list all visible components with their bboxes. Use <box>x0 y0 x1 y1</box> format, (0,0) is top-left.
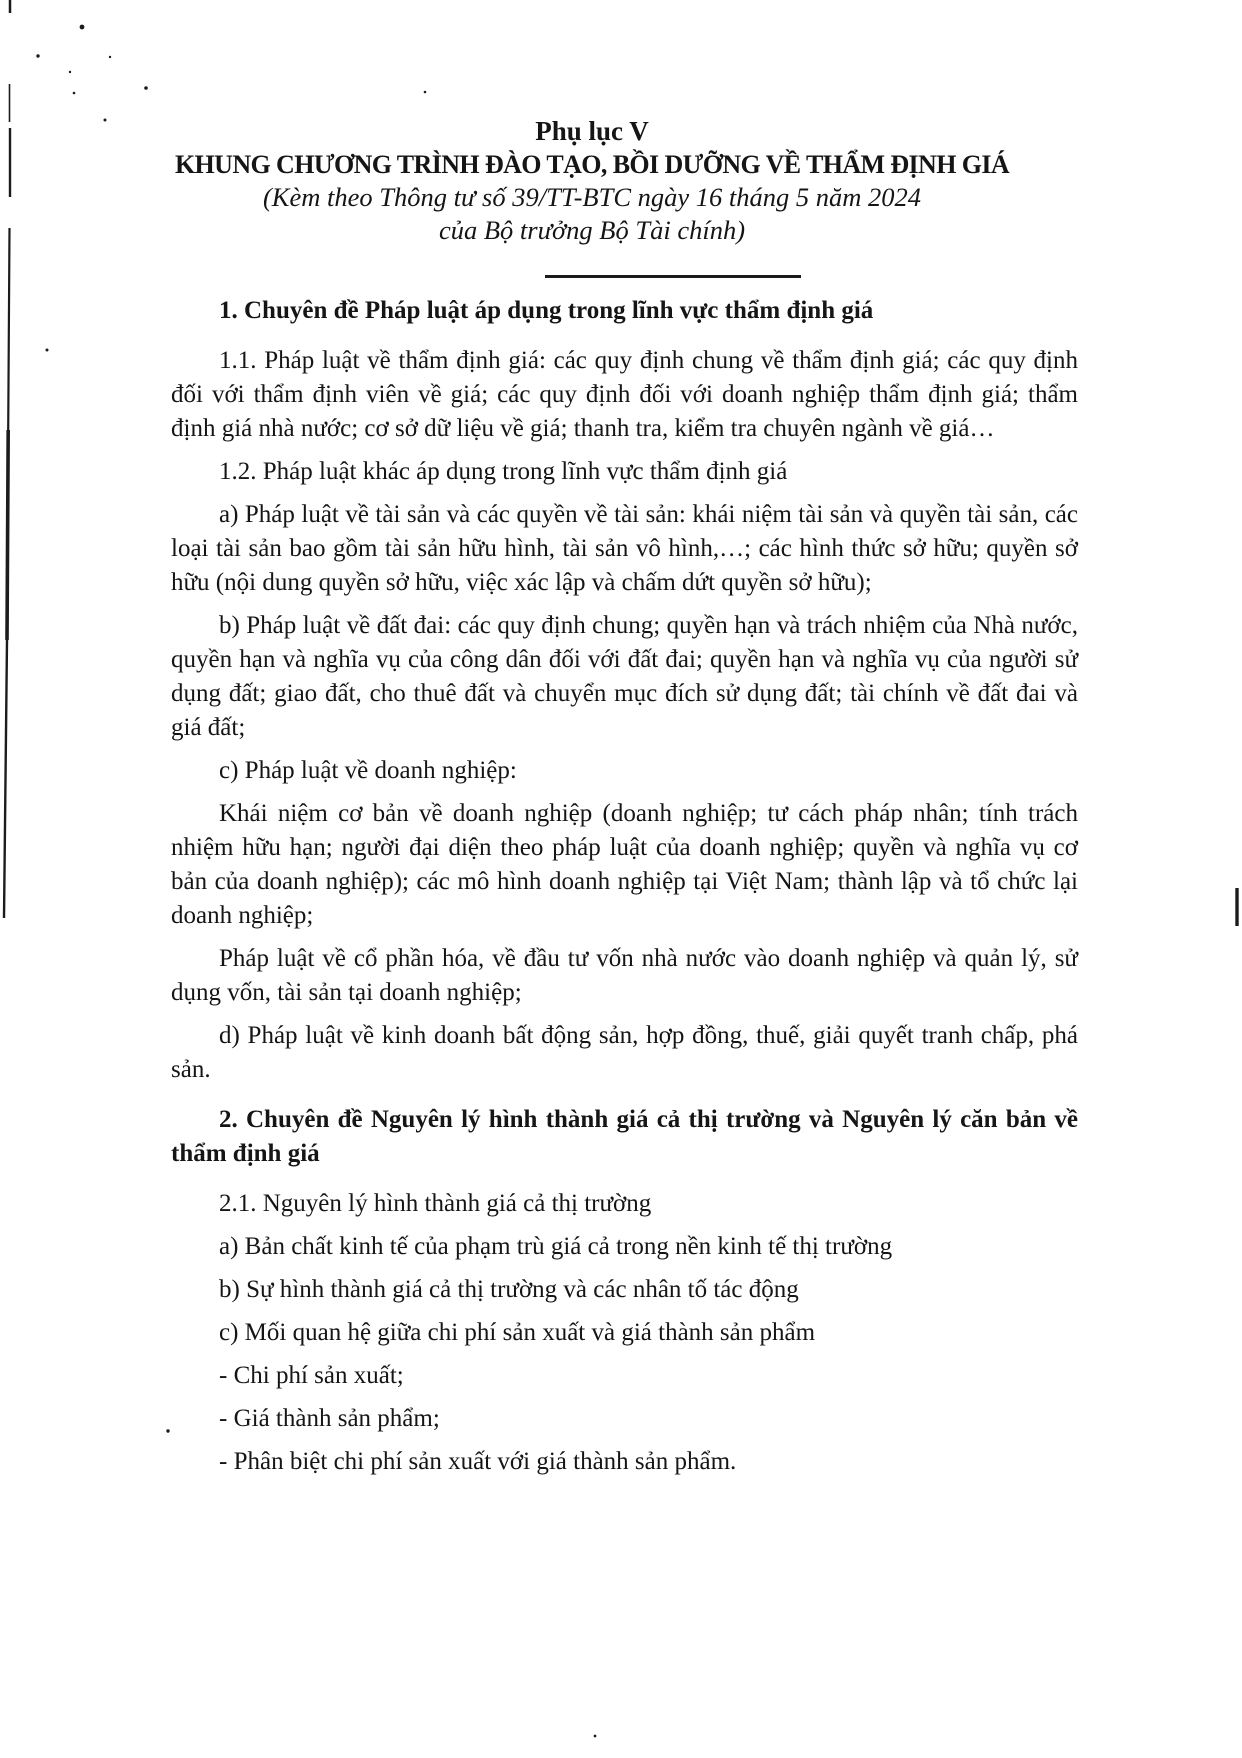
appendix-label: Phụ lục V <box>535 116 649 146</box>
section-heading: 2. Chuyên đề Nguyên lý hình thành giá cả thị trường và Nguyên lý căn bản về thẩm định giá <box>171 1106 1078 1167</box>
page-edge-line-segment <box>7 430 8 640</box>
paragraph: d) Pháp luật về kinh doanh bất động sản, hợp đồng, thuế, giải quyết tranh chấp, phá sản. <box>171 1022 1078 1083</box>
header-separator-rule <box>545 275 801 278</box>
page-edge-line-segment <box>4 640 7 918</box>
paragraph: 1.2. Pháp luật khác áp dụng trong lĩnh vực thẩm định giá <box>219 458 788 485</box>
paragraph: b) Pháp luật về đất đai: các quy định chung; quyền hạn và trách nhiệm của Nhà nước, quyền hạn và nghĩa vụ của công dân đối với đất đai; quyền hạn và nghĩa vụ của người sử dụng đất; giao đất, cho thuê đất và chuyển mục đích sử dụng đất; tài chính về đất đai và giá đất; <box>171 612 1078 741</box>
paragraph: - Phân biệt chi phí sản xuất với giá thành sản phẩm. <box>219 1448 737 1475</box>
ink-speck <box>594 1735 597 1738</box>
subtitle-line-2: của Bộ trưởng Bộ Tài chính) <box>438 215 746 245</box>
paragraph: a) Pháp luật về tài sản và các quyền về tài sản: khái niệm tài sản và quyền tài sản, các loại tài sản bao gồm tài sản hữu hình, tài sản vô hình,…; các hình thức sở hữu; quyền sở hữu (nội dung quyền sở hữu, việc xác lập và chấm dứt quyền sở hữu); <box>171 501 1078 596</box>
section-heading: 1. Chuyên đề Pháp luật áp dụng trong lĩnh vực thẩm định giá <box>219 297 874 324</box>
ink-speck <box>166 1429 169 1432</box>
document-header <box>0 0 1242 278</box>
paragraph: 2.1. Nguyên lý hình thành giá cả thị trường <box>219 1190 652 1217</box>
paragraph: c) Mối quan hệ giữa chi phí sản xuất và giá thành sản phẩm <box>219 1319 816 1346</box>
paragraph: a) Bản chất kinh tế của phạm trù giá cả trong nền kinh tế thị trường <box>219 1233 893 1260</box>
document-body <box>171 294 1078 1479</box>
subtitle-line-1: (Kèm theo Thông tư số 39/TT-BTC ngày 16 tháng 5 năm 2024 <box>262 182 922 212</box>
paragraph: c) Pháp luật về doanh nghiệp: <box>219 757 517 784</box>
ink-speck <box>46 349 49 352</box>
paragraph: - Giá thành sản phẩm; <box>219 1405 440 1432</box>
paragraph: Pháp luật về cổ phần hóa, về đầu tư vốn nhà nước vào doanh nghiệp và quản lý, sử dụng vốn, tài sản tại doanh nghiệp; <box>171 945 1078 1006</box>
paragraph: 1.1. Pháp luật về thẩm định giá: các quy định chung về thẩm định giá; các quy định đối với thẩm định viên về giá; các quy định đối với doanh nghiệp thẩm định giá; thẩm định giá nhà nước; cơ sở dữ liệu về giá; thanh tra, kiểm tra chuyên ngành về giá… <box>171 347 1078 442</box>
document-title: KHUNG CHƯƠNG TRÌNH ĐÀO TẠO, BỒI DƯỠNG VỀ THẨM ĐỊNH GIÁ <box>174 150 1010 179</box>
paragraph: Khái niệm cơ bản về doanh nghiệp (doanh nghiệp; tư cách pháp nhân; tính trách nhiệm hữu hạn; người đại diện theo pháp luật của doanh nghiệp; quyền và nghĩa vụ cơ bản của doanh nghiệp); các mô hình doanh nghiệp tại Việt Nam; thành lập và tổ chức lại doanh nghiệp; <box>171 800 1078 929</box>
paragraph: - Chi phí sản xuất; <box>219 1362 404 1389</box>
paragraph: b) Sự hình thành giá cả thị trường và các nhân tố tác động <box>219 1276 799 1303</box>
